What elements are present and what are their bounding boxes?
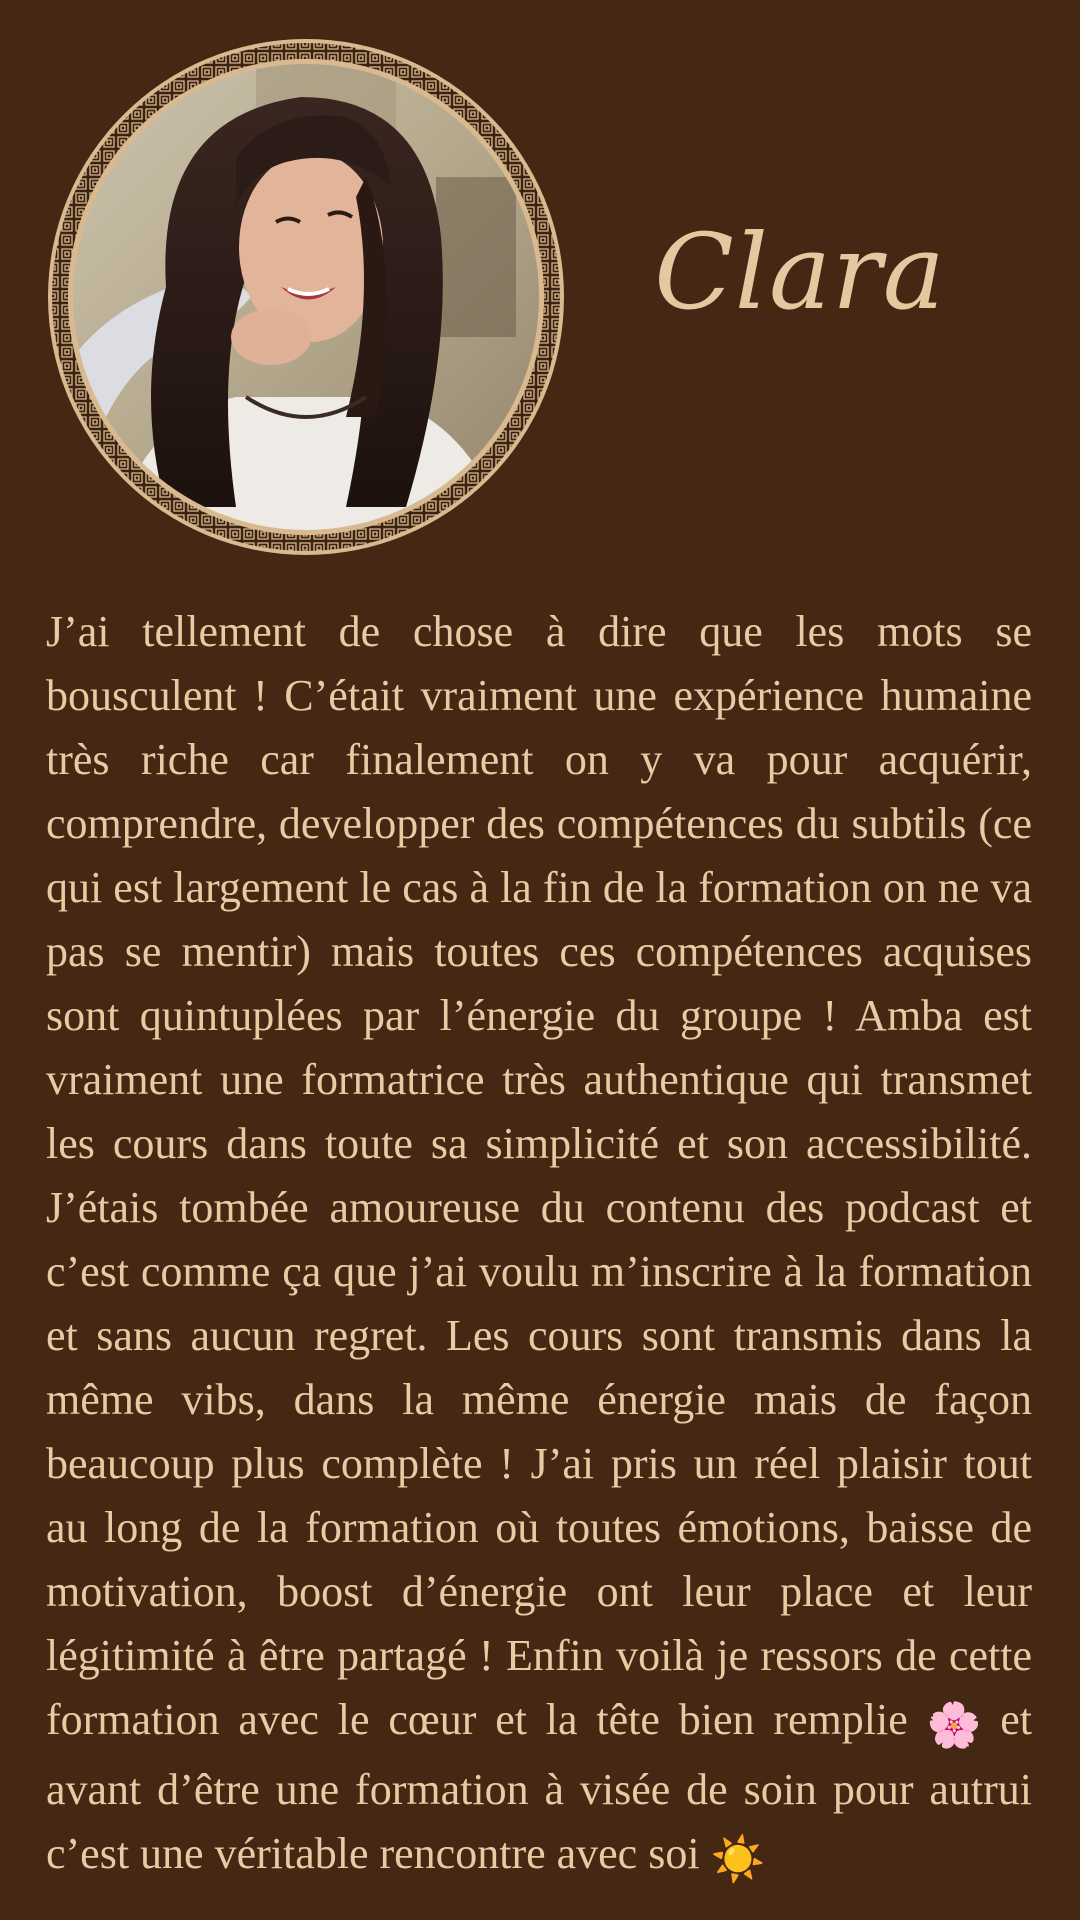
cherry-blossom-icon: 🌸 bbox=[926, 1701, 982, 1750]
profile-photo bbox=[46, 37, 566, 557]
testimonial-text-part-1: J’ai tellement de chose à dire que les mots se bousculent ! C’était vraiment une expérience humaine très riche car finalement on y va pour acquérir, comprendre, developper des compétences du subtils (ce qui est largement le cas à la fin de la formation on ne va pas se mentir) mais toutes ces compétences acquises sont quintuplées par l’énergie du groupe ! Amba est vraiment une formatrice très authentique qui transmet les cours dans toute sa simplicité et son accessibilité. J’étais tombée amoureuse du contenu des podcast et c’est comme ça que j’ai voulu m’inscrire à la formation et sans aucun regret. Les cours sont transmis dans la même vibs, dans la même énergie mais de façon beaucoup plus complète ! J’ai pris un réel plaisir tout au long de la formation où toutes émotions, baisse de motivation, boost d’énergie ont leur place et leur légitimité à être partagé ! Enfin voilà je ressors de cette formation avec le cœur et la tête bien remplie bbox=[46, 607, 1032, 1744]
portrait-photo-icon bbox=[46, 37, 566, 557]
testimonial-text bbox=[46, 600, 1032, 1892]
person-name: Clara bbox=[654, 211, 946, 333]
sun-icon: ☀️ bbox=[710, 1835, 766, 1884]
testimonial-text-part-2: et avant d’être une formation à visée de soin pour autrui c’est une véritable rencontre avec soi bbox=[46, 1695, 1033, 1878]
